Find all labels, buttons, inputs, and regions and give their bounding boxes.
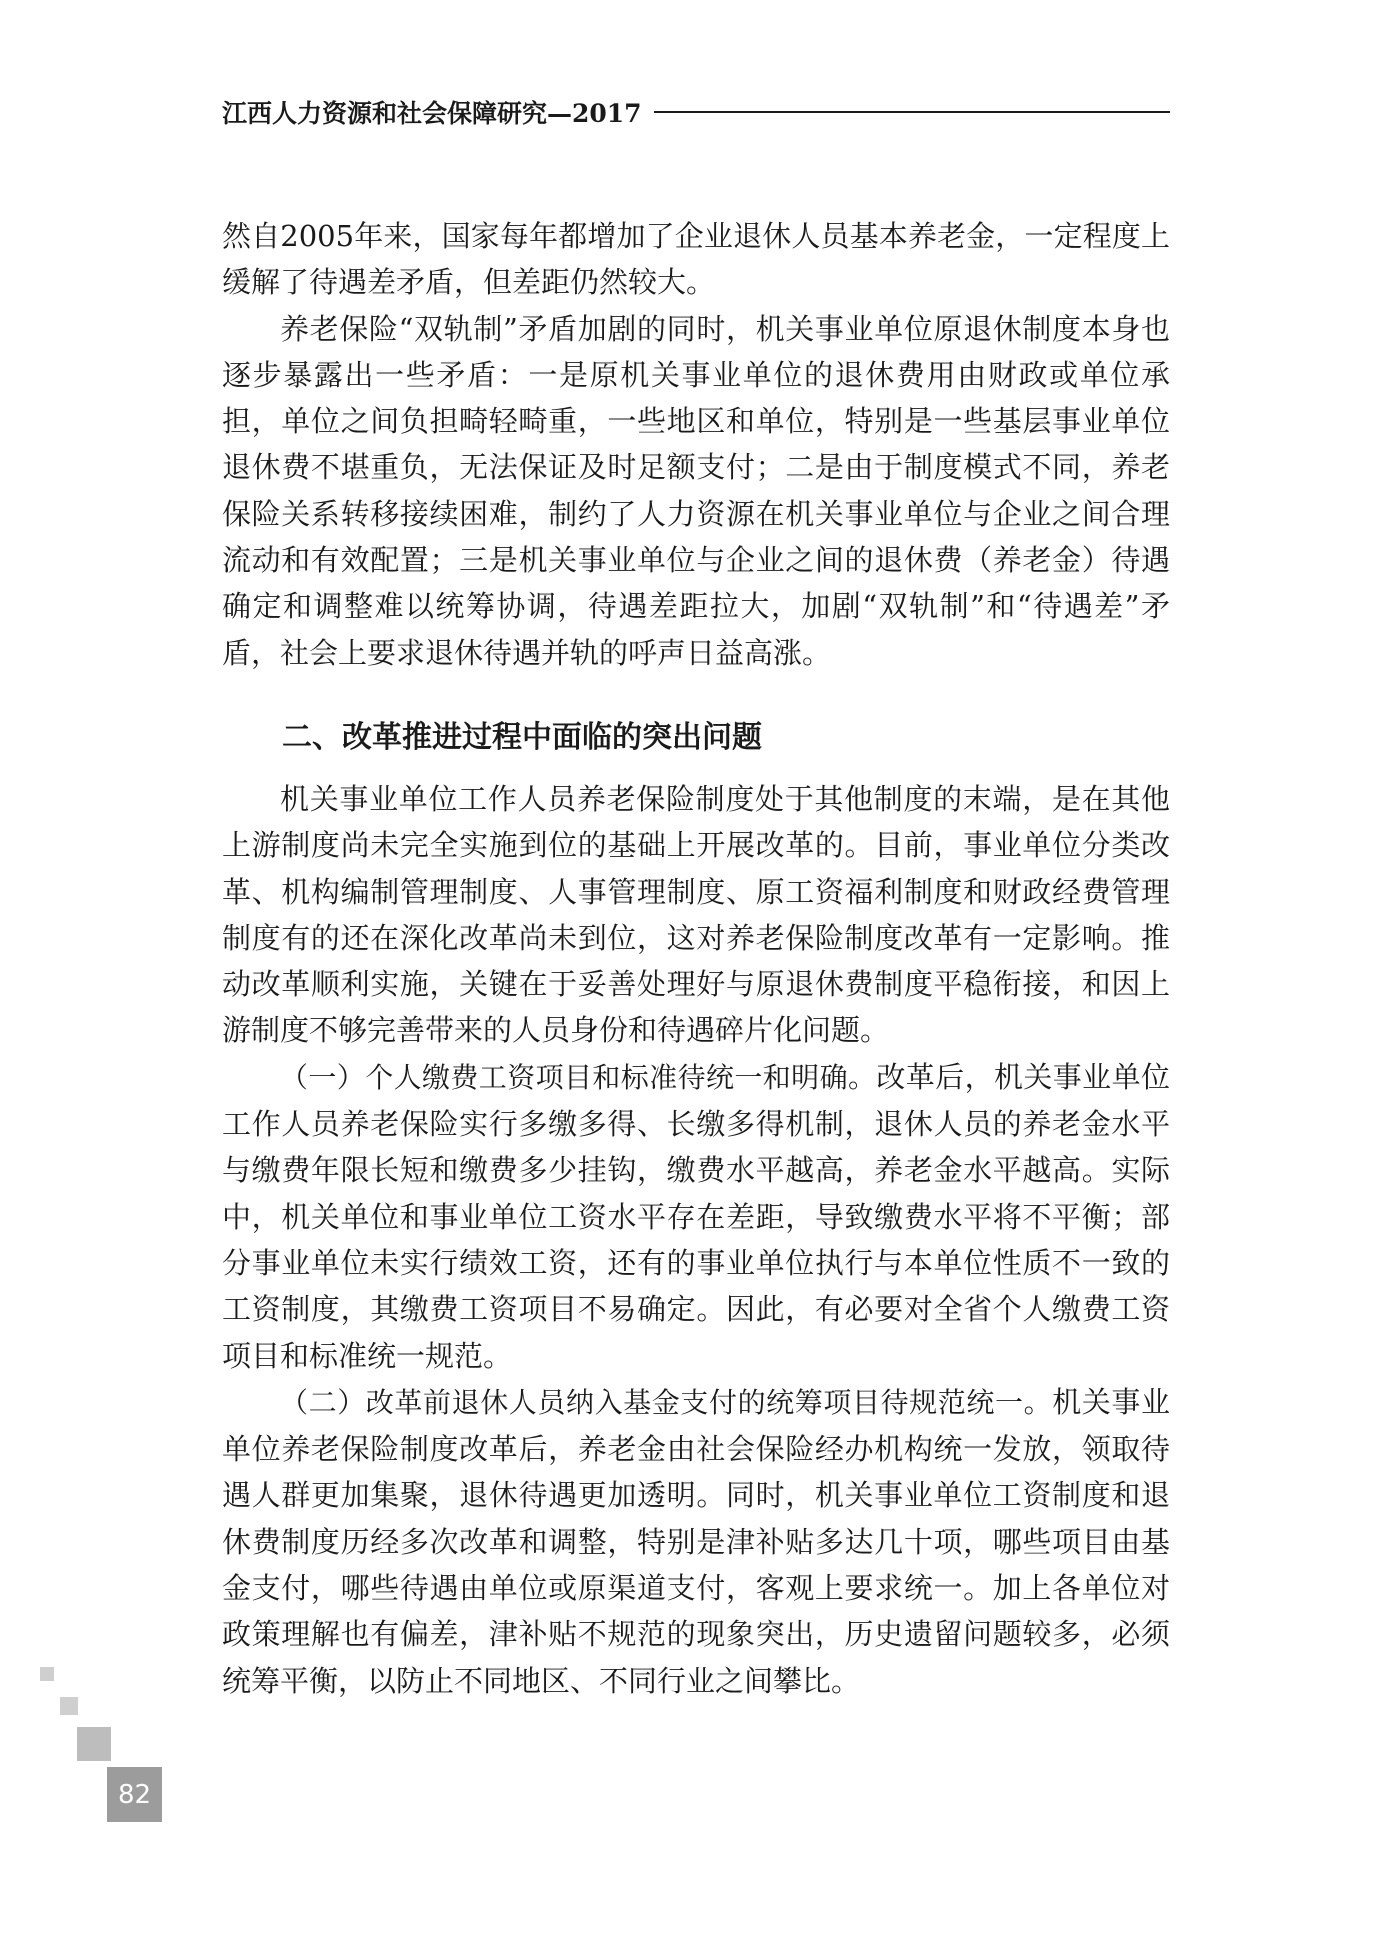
item-1-heading: （一）个人缴费工资项目和标准待统一和明确。 xyxy=(280,1060,877,1094)
page-number: 82 xyxy=(117,1779,152,1810)
decorative-square xyxy=(77,1727,111,1761)
paragraph-dual-track: 养老保险“双轨制”矛盾加剧的同时，机关事业单位原退休制度本身也逐步暴露出一些矛盾：一是原机关事业单位的退休费用由财政或单位承担，单位之间负担畸轻畸重，一些地区和单位，特别是一些基层事业单位退休费不堪重负，无法保证及时足额支付；二是由于制度模式不同，养老保险关系转移接续困难，制约了人力资源在机关事业单位与企业之间合理流动和有效配置；三是机关事业单位与企业之间的退休费（养老金）待遇确定和调整难以统筹协调，待遇差距拉大，加剧“双轨制”和“待遇差”矛盾，社会上要求退休待遇并轨的呼声日益高涨。 xyxy=(222,311,1170,670)
paragraph-intro: 机关事业单位工作人员养老保险制度处于其他制度的末端，是在其他上游制度尚未完全实施到位的基础上开展改革的。目前，事业单位分类改革、机构编制管理制度、人事管理制度、原工资福利制度和财政经费管理制度有的还在深化改革尚未到位，这对养老保险制度改革有一定影响。推动改革顺利实施，关键在于妥善处理好与原退休费制度平稳衔接，和因上游制度不够完善带来的人员身份和待遇碎片化问题。 xyxy=(222,782,1170,1048)
section-heading: 二、改革推进过程中面临的突出问题 xyxy=(282,720,762,755)
page-number-badge xyxy=(107,1767,162,1822)
header-rule xyxy=(654,111,1170,113)
paragraph-block-1 xyxy=(222,213,1170,676)
decorative-square xyxy=(40,1667,54,1681)
running-header xyxy=(222,92,1170,132)
decorative-square xyxy=(60,1697,78,1715)
paragraph-item-2 xyxy=(222,1379,1170,1704)
paragraph-block-2 xyxy=(222,776,1170,1704)
paragraph-continued: 然自2005年来，国家每年都增加了企业退休人员基本养老金，一定程度上缓解了待遇差矛盾，但差距仍然较大。 xyxy=(222,219,1170,300)
item-1-body: 改革后，机关事业单位工作人员养老保险实行多缴多得、长缴多得机制，退休人员的养老金水平与缴费年限长短和缴费多少挂钩，缴费水平越高，养老金水平越高。实际中，机关单位和事业单位工资水平存在差距，导致缴费水平将不平衡；部分事业单位未实行绩效工资，还有的事业单位执行与本单位性质不一致的工资制度，其缴费工资项目不易确定。因此，有必要对全省个人缴费工资项目和标准统一规范。 xyxy=(222,1059,1170,1373)
paragraph-item-1 xyxy=(222,1054,1170,1379)
item-2-heading: （二）改革前退休人员纳入基金支付的统筹项目待规范统一。 xyxy=(280,1385,1053,1419)
item-2-body: 机关事业单位养老保险制度改革后，养老金由社会保险经办机构统一发放，领取待遇人群更加集聚，退休待遇更加透明。同时，机关事业单位工资制度和退休费制度历经多次改革和调整，特别是津补贴多达几十项，哪些项目由基金支付，哪些待遇由单位或原渠道支付，客观上要求统一。加上各单位对政策理解也有偏差，津补贴不规范的现象突出，历史遗留问题较多，必须统筹平衡，以防止不同地区、不同行业之间攀比。 xyxy=(222,1384,1170,1698)
running-header-title: 江西人力资源和社会保障研究—2017 xyxy=(222,99,642,128)
